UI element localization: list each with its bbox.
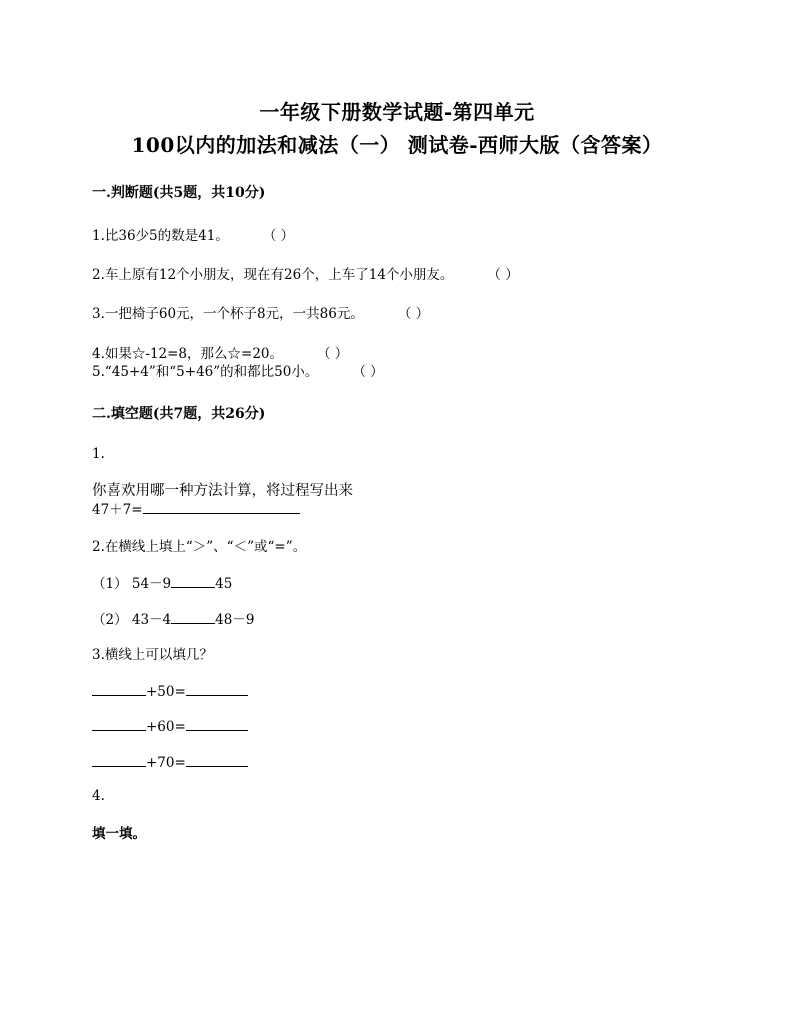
question-2-item-2 [92, 608, 254, 628]
page-subtitle: 100以内的加法和减法（一） 测试卷-西师大版（含答案） [131, 133, 663, 157]
equation-text: +70= [146, 755, 186, 771]
question-4-number: 4. [92, 788, 105, 804]
compare-right: 45 [215, 576, 233, 592]
answer-blank[interactable] [186, 681, 248, 696]
compare-left: （2） 43－4 [92, 612, 172, 628]
judgment-item-4 [92, 342, 348, 362]
judgment-item-text: 4.如果☆-12=8，那么☆=20。 [92, 346, 284, 362]
answer-parentheses[interactable]: （ ） [262, 228, 295, 244]
answer-blank[interactable] [186, 752, 248, 767]
question-3-item-2 [92, 716, 248, 735]
judgment-item-text: 5.“45+4”和“5+46”的和都比50小。 [92, 364, 319, 380]
question-2-prompt: 2.在横线上填上“＞”、“＜”或“=”。 [92, 539, 307, 555]
question-3-prompt: 3.横线上可以填几？ [92, 647, 213, 663]
answer-parentheses[interactable]: （ ） [397, 306, 430, 322]
equation-text: +60= [146, 719, 186, 735]
compare-left: （1） 54－9 [92, 576, 172, 592]
page-title: 一年级下册数学试题-第四单元 [259, 100, 535, 124]
answer-blank[interactable] [143, 499, 300, 514]
judgment-item-2 [92, 263, 519, 283]
compare-right: 48－9 [215, 612, 255, 628]
judgment-item-1 [92, 224, 294, 244]
question-1-prompt: 你喜欢用哪一种方法计算，将过程写出来 [92, 483, 353, 499]
answer-blank[interactable] [186, 716, 248, 731]
expression-text: 47＋7= [92, 502, 143, 518]
question-3-item-3 [92, 752, 248, 771]
compare-blank[interactable] [171, 573, 215, 588]
compare-blank[interactable] [171, 609, 215, 624]
question-1-number: 1. [92, 446, 105, 462]
answer-blank[interactable] [92, 681, 146, 696]
section-heading-judgment: 一.判断题(共5题，共10分) [92, 185, 266, 201]
question-2-item-1 [92, 572, 232, 592]
judgment-item-5 [92, 360, 384, 380]
answer-blank[interactable] [92, 752, 146, 767]
answer-parentheses[interactable]: （ ） [487, 267, 519, 283]
question-3-item-1 [92, 681, 248, 700]
equation-text: +50= [146, 684, 186, 700]
judgment-item-text: 3.一把椅子60元，一个杯子8元，一共86元。 [92, 306, 364, 322]
question-4-prompt: 填一填。 [92, 826, 146, 842]
judgment-item-text: 1.比36少5的数是41。 [92, 228, 229, 244]
judgment-item-text: 2.车上原有12个小朋友，现在有26个，上车了14个小朋友。 [92, 267, 454, 283]
judgment-item-3 [92, 302, 429, 322]
answer-parentheses[interactable]: （ ） [352, 364, 384, 380]
answer-parentheses[interactable]: （ ） [317, 346, 349, 362]
question-1-expression [92, 498, 300, 518]
section-heading-fill-blank: 二.填空题(共7题，共26分) [92, 406, 266, 422]
answer-blank[interactable] [92, 716, 146, 731]
